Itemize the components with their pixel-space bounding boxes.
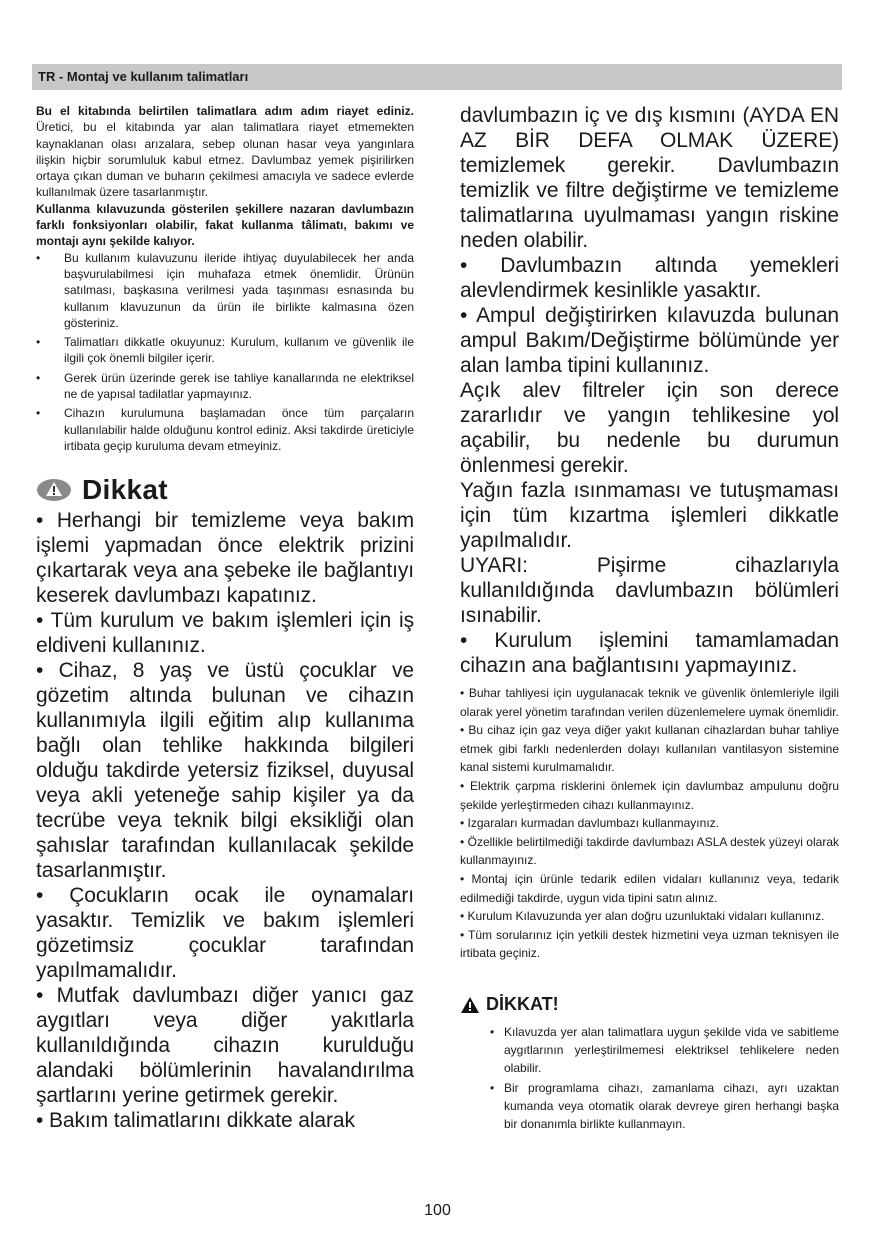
left-warning-text [36,508,414,1133]
dikkat-title: Dikkat [82,474,168,506]
list-item: • Gerek ürün üzerinde gerek ise tahliye kanallarında ne elektriksel ne de yapısal tadilatlar yapmayınız. [36,370,414,403]
right-column [460,103,839,1135]
intro-bold: Bu el kitabında belirtilen talimatlara adım adım riayet ediniz. [36,104,414,118]
paragraph: • Cihaz, 8 yaş ve üstü çocuklar ve gözetim altında bulunan ve cihazın kullanımıyla ilgili eğitim alıp kullanıma bağlı olan tehlike hakkında bilgileri olduğu takdirde yetersiz fiziksel, duyusal veya akli yeteneğe sahip kişiler ya da tecrübe veya teknik bilgi eksikliği olan şahıslar tarafından kullanılacak şekilde tasarlanmıştır. [36,659,414,883]
paragraph: • Kurulum işlemini tamamlamadan cihazın ana bağlantısını yapmayınız. [460,629,839,677]
left-column [36,103,414,1133]
warning-circle-icon [36,478,72,502]
warning-list [460,1023,839,1133]
paragraph: Açık alev filtreler için son derece zararlıdır ve yangın tehlikesine yol açabilir, bu nedenle bu durumun önlenmesi gerekir. [460,379,839,477]
warning-title: DİKKAT! [486,994,559,1015]
warning-heading [460,993,839,1017]
list-item: • Talimatları dikkatle okuyunuz: Kurulum, kullanım ve güvenlik ile ilgili çok önemli bilgiler içerir. [36,334,414,367]
warning-triangle-icon [460,996,480,1014]
intro-text: Üretici, bu el kitabında yar alan talimatlara riayet etmemekten kaynaklanan olası arızalara, sebep olunan hasar veya yangınlara ilişkin hiçbir sorumluluk kabul etmez. Davlumbaz yemek pişirilirken ortaya çıkan duman ve buharın çekilmesi amacıyla ve sadece evlerde kullanılmak üzere tasarlanmıştır. [36,120,414,200]
dikkat-heading [36,472,414,508]
note: • Izgaraları kurmadan davlumbazı kullanmayınız. [460,816,719,831]
note: • Buhar tahliyesi için uygulanacak teknik ve güvenlik önlemleriyle ilgili olarak yerel yönetim tarafından verilen düzenlemelere uymak önemlidir. [460,686,839,719]
paragraph: • Çocukların ocak ile oynamaları yasaktır. Temizlik ve bakım işlemleri gözetimsiz çocuklar tarafından yapılmamalıdır. [36,884,414,983]
list-item: • Cihazın kurulumuna başlamadan önce tüm parçaların kullanılabilir halde olduğunu kontrol ediniz. Aksi takdirde üreticiyle irtibata geçip kuruluma devam etmeyiniz. [36,405,414,454]
paragraph: UYARI: Pişirme cihazlarıyla kullanıldığında davlumbazın bölümleri ısınabilir. [460,554,839,627]
list-item: • Bir programlama cihazı, zamanlama cihazı, ayrı uzaktan kumanda veya otomatik olarak devreye giren herhangi başka bir donanımla birlikte kullanmayın. [460,1079,839,1133]
list-item: • Bu kullanım kulavuzunu ileride ihtiyaç duyulabilecek her anda başvurulabilmesi için muhafaza etmek önemlidir. Ürünün satılması, başkasına verilmesi yada taşınması esnasında bu kullanım klavuzunun da ürün ile birlikte kalmasına özen gösteriniz. [36,250,414,331]
list-item: • Kılavuzda yer alan talimatlara uygun şekilde vida ve sabitleme aygıtlarının yerleştirilmemesi elektriksel tehlikelere neden olabilir. [460,1023,839,1077]
section-header [32,64,842,90]
paragraph: • Herhangi bir temizleme veya bakım işlemi yapmadan önce elektrik prizini çıkartarak veya ana şebeke ile bağlantıyı keserek davlumbazı kapatınız. [36,509,414,608]
note: • Tüm sorularınız için yetkili destek hizmetini veya uzman teknisyen ile irtibata geçiniz. [460,927,839,961]
right-small-notes [460,684,839,963]
note: • Bu cihaz için gaz veya diğer yakıt kullanan cihazlardan buhar tahliye etmek gibi farklı nedenlerden dolayı kullanılan vantilasyon sistemine kanal sistemi kurulmamalıdır. [460,723,839,775]
note: • Kurulum Kılavuzunda yer alan doğru uzunluktaki vidaları kullanınız. [460,909,825,924]
note: • Montaj için ürünle tedarik edilen vidaları kullanınız veya, tedarik edilmediği takdirde, uygun vida tipini satın alınız. [460,871,839,905]
instruction-list [36,250,414,455]
bold-notice: Kullanma kılavuzunda gösterilen şekillere nazaran davlumbazın farklı fonksiyonları olabilir, fakat kullanma tâlimatı, bakımı ve montajı aynı şekilde kalıyor. [36,201,414,249]
paragraph: • Ampul değiştirirken kılavuzda bulunan ampul Bakım/Değiştirme bölümünde yer alan lamba tipini kullanınız. [460,304,839,377]
paragraph: davlumbazın iç ve dış kısmını (AYDA EN AZ BİR DEFA OLMAK ÜZERE) temizlemek gerekir. Davlumbazın temizlik ve filtre değiştirme ve temizleme talimatlarına uyulmaması yangın riskine neden olabilir. [460,104,839,252]
note: • Özellikle belirtilmediği takdirde davlumbazı ASLA destek yüzeyi olarak kullanmayınız. [460,834,839,868]
intro-paragraph [36,103,414,201]
paragraph: • Bakım talimatlarını dikkate alarak [36,1109,355,1133]
paragraph: Yağın fazla ısınmaması ve tutuşmaması için tüm kızartma işlemleri dikkatle yapılmalıdır. [460,479,839,552]
section-title: TR - Montaj ve kullanım talimatları [38,69,249,84]
paragraph: • Mutfak davlumbazı diğer yanıcı gaz aygıtları veya diğer yakıtlarla kullanıldığında cihazın kurulduğu alandaki bölümlerinin havalandırılma şartlarını yerine getirmek gerekir. [36,984,414,1108]
paragraph: • Tüm kurulum ve bakım işlemleri için iş eldiveni kullanınız. [36,609,414,658]
right-warning-text [460,103,839,678]
paragraph: • Davlumbazın altında yemekleri alevlendirmek kesinlikle yasaktır. [460,254,839,302]
page-number: 100 [424,1202,451,1219]
note: • Elektrik çarpma risklerini önlemek için davlumbaz ampulunu doğru şekilde yerleştirmeden cihazı kullanmayınız. [460,778,839,812]
